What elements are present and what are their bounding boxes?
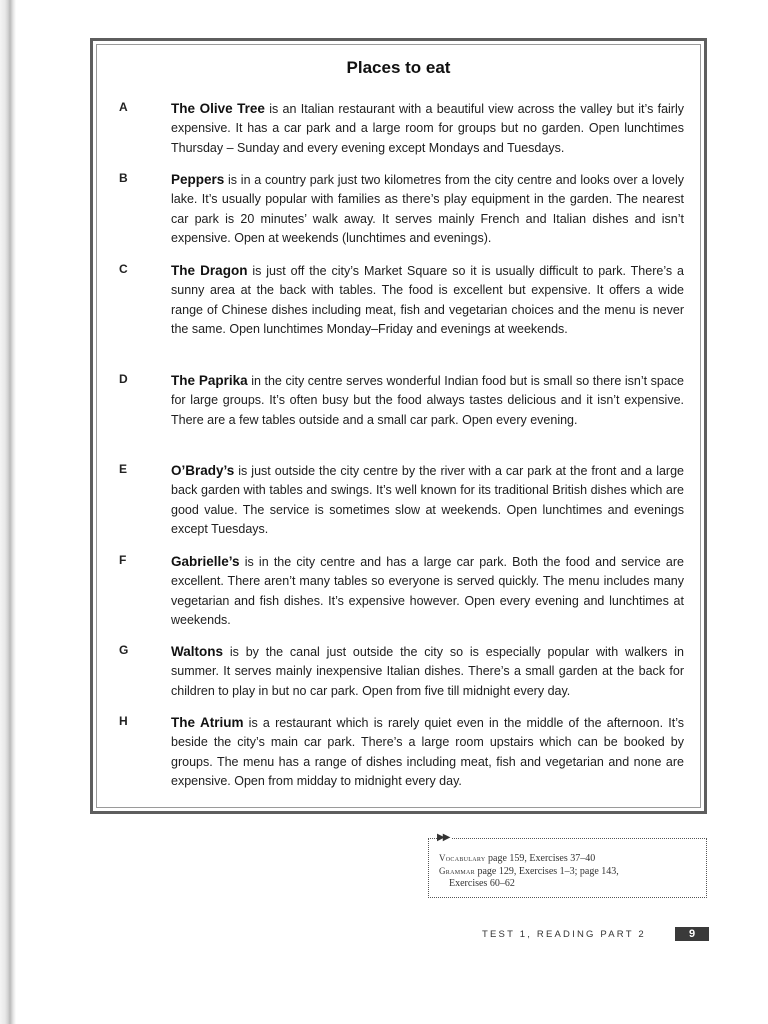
restaurant-description: is an Italian restaurant with a beautiful view across the valley but it’s fairly expensive. It has a car park and a large room for groups but no garden. Open lunchtimes Thursday – Sunday and every evening except Mondays and Tuesdays. [171,102,684,155]
entry-letter: H [119,714,128,728]
restaurant-description: is just off the city’s Market Square so it is usually difficult to park. There’s a sunny area at the back with tables. The food is excellent but expensive. It offers a wide range of Chinese dishes including meat, fish and vegetarian choices and the menu is never the same. Open lunchtimes Monday–Friday and evenings at weekends. [171,264,684,337]
places-to-eat-box [90,38,707,814]
restaurant-description: is by the canal just outside the city so is especially popular with walkers in summer. It serves mainly inexpensive Italian dishes. There’s a small garden at the back for children to play in but no car park. Open from five till midnight every day. [171,645,684,698]
restaurant-description: is just outside the city centre by the river with a car park at the front and a large back garden with tables and swings. It’s well known for its traditional British dishes which are good value. The service is sometimes slow at weekends. Open lunchtimes and evenings except Tuesdays. [171,464,684,537]
book-spine-shadow [0,0,16,1024]
grammar-pages-continued: Exercises 60–62 [449,878,515,889]
restaurant-description: in the city centre serves wonderful Indian food but is small so there isn’t space for large groups. It’s often busy but the food always tastes delicious and it isn’t expensive. There are a few tables outside and a small car park. Open every evening. [171,374,685,427]
vocabulary-reference [439,852,698,865]
page-number: 9 [675,927,709,941]
restaurant-name: Peppers [171,172,225,187]
entry-letter: D [119,372,128,386]
entry-letter: F [119,553,127,567]
reference-lines [439,852,698,890]
restaurant-description: is in a country park just two kilometres from the city centre and looks over a lovely lake. It’s usually popular with families as there’s play equipment in the garden. The nearest car park is 20 minutes’ walk away. It serves mainly French and Italian dishes and isn’t expensive. Open at weekends (lunchtimes and evenings). [171,173,684,246]
section-footer: TEST 1, READING PART 2 [482,929,646,940]
entry-letter: G [119,643,129,657]
entry-letter: E [119,462,128,476]
restaurant-description: is a restaurant which is rarely quiet even in the middle of the afternoon. It’s beside the city’s main car park. There’s a large room upstairs which can be booked by groups. The menu has a range of dishes including meat, fish and vegetarian and none are expensive. Open from midday to midnight every day. [171,716,685,789]
entry-text [171,713,684,792]
restaurant-name: Waltons [171,644,223,659]
grammar-reference [439,865,698,890]
restaurant-name: The Atrium [171,715,244,730]
vocabulary-pages: page 159, Exercises 37–40 [485,853,596,864]
page-title: Places to eat [346,58,451,77]
restaurant-description: is in the city centre and has a large car park. Both the food and service are excellent. There aren’t many tables so everyone is served quickly. The menu includes many vegetarian and fish dishes. It’s expensive however. Open every evening and lunchtimes at weekends. [171,555,684,628]
entry-letter: A [119,100,128,114]
grammar-label: Grammar [439,866,475,876]
entry-text [171,170,684,249]
restaurant-name: The Paprika [171,373,248,388]
entry-text [171,99,684,158]
entry-text [171,461,684,540]
entry-text [171,371,684,430]
entry-text [171,261,684,340]
entry-text [171,642,684,701]
entry-text [171,552,684,631]
restaurant-name: O’Brady’s [171,463,235,478]
double-arrow-icon: ▶▶ [437,832,451,843]
cross-reference-box [428,832,707,898]
grammar-pages: page 129, Exercises 1–3; page 143, [474,866,619,877]
restaurant-name: The Dragon [171,263,248,278]
restaurant-name: Gabrielle’s [171,554,240,569]
vocabulary-label: Vocabulary [439,853,486,863]
entry-letter: B [119,171,128,185]
entry-letter: C [119,262,128,276]
restaurant-name: The Olive Tree [171,101,265,116]
